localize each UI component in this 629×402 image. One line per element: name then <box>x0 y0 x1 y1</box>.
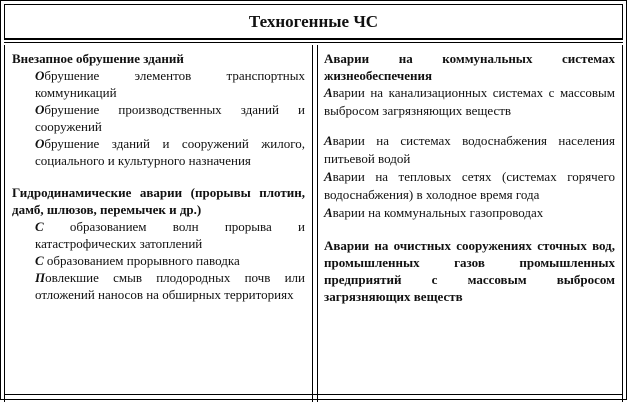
spacer <box>324 222 615 237</box>
group-building-collapse <box>12 50 305 169</box>
group-hydrodynamic-accidents <box>12 184 305 303</box>
spacer <box>12 169 305 184</box>
list-item: С образованием волн прорыва и катастрофических затоплений <box>35 219 305 251</box>
group-title: Гидродинамические аварии (прорывы плотин, дамб, шлюзов, перемычек и др.) <box>12 185 305 217</box>
list-item: Повлекшие смыв плодородных почв или отложений наносов на обширных территориях <box>35 270 305 302</box>
left-column <box>4 45 313 402</box>
list-item: Обрушение элементов транспортных коммуникаций <box>35 68 305 100</box>
group-title: Внезапное обрушение зданий <box>12 51 184 66</box>
list-item: Обрушение производственных зданий и сооружений <box>35 102 305 134</box>
list-item: Аварии на системах водоснабжения населения питьевой водой <box>324 133 615 166</box>
spacer <box>324 120 615 132</box>
right-column <box>317 45 623 402</box>
list-item: Аварии на коммунальных газопроводах <box>324 205 544 220</box>
list-item: Аварии на тепловых сетях (системах горячего водоснабжения) в холодное время года <box>324 169 615 202</box>
table-title: Техногенные ЧС <box>248 11 379 31</box>
list-item: Обрушение зданий и сооружений жилого, социального и культурного назначения <box>35 136 305 168</box>
group-title: Аварии на очистных сооружениях сточных вод, промышленных газов промышленных предприятий с массовым выбросом загрязняющих веществ <box>324 238 615 304</box>
group-title: Аварии на коммунальных системах жизнеобеспечения <box>324 51 615 83</box>
divider <box>4 42 623 43</box>
list-item: С образованием прорывного паводка <box>35 253 240 268</box>
table-title-cell <box>4 4 623 40</box>
divider <box>4 394 623 395</box>
list-item: Аварии на канализационных системах с массовым выбросом загрязняющих веществ <box>324 85 615 118</box>
